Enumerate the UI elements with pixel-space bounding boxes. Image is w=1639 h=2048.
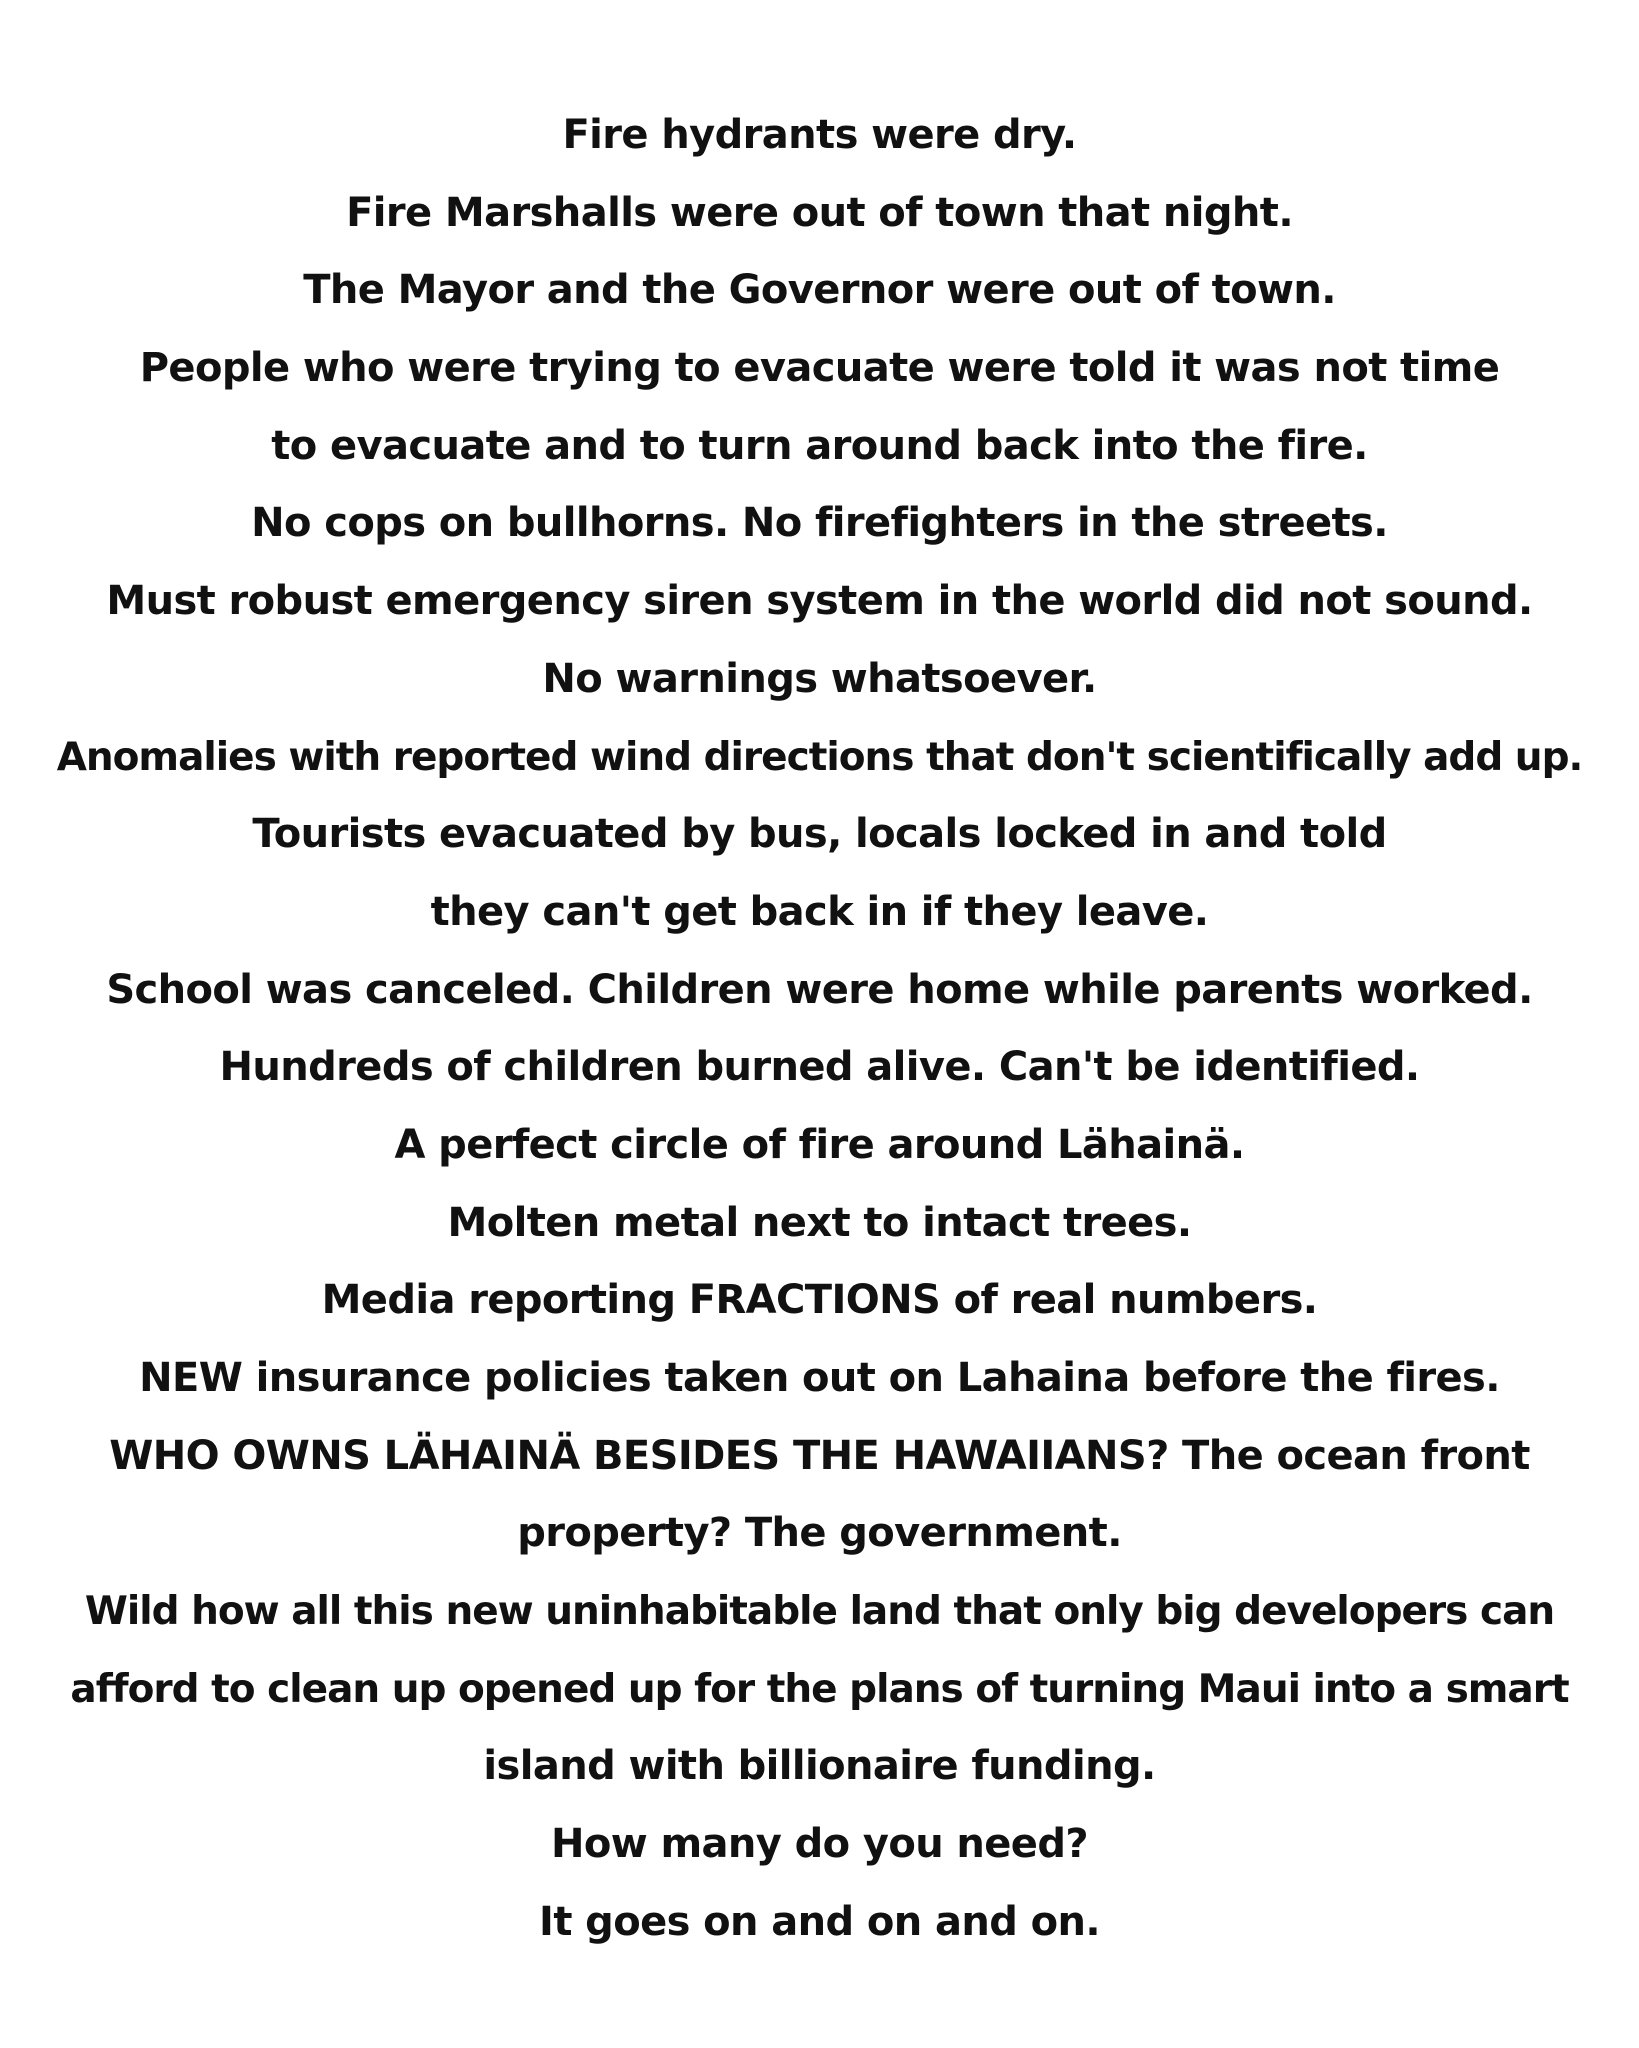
text-line: WHO OWNS LÄHAINÄ BESIDES THE HAWAIIANS? The ocean front	[109, 1432, 1530, 1479]
text-line: to evacuate and to turn around back into the fire.	[271, 422, 1368, 469]
text-line: Wild how all this new uninhabitable land that only big developers can	[84, 1589, 1555, 1635]
text-line: Must robust emergency siren system in the world did not sound.	[106, 578, 1533, 625]
text-line: they can't get back in if they leave.	[430, 888, 1209, 935]
text-line: NEW insurance policies taken out on Lahaina before the fires.	[139, 1355, 1500, 1401]
text-line: Media reporting FRACTIONS of real numbers.	[321, 1277, 1318, 1324]
text-line: Molten metal next to intact trees.	[447, 1199, 1192, 1246]
text-line: Tourists evacuated by bus, locals locked in and told	[252, 811, 1387, 858]
text-line: A perfect circle of fire around Lähainä.	[394, 1121, 1245, 1168]
text-line: afford to clean up opened up for the plans of turning Maui into a smart	[70, 1666, 1569, 1712]
text-line: island with billionaire funding.	[483, 1743, 1156, 1790]
text-line: How many do you need?	[551, 1821, 1088, 1868]
text-line: The Mayor and the Governor were out of town.	[303, 267, 1336, 314]
text-line: Anomalies with reported wind directions that don't scientifically add up.	[56, 734, 1583, 780]
text-line: It goes on and on and on.	[539, 1898, 1100, 1945]
text-line: School was canceled. Children were home while parents worked.	[106, 966, 1533, 1013]
document-body	[0, 97, 1639, 1962]
text-line: No cops on bullhorns. No firefighters in the streets.	[251, 500, 1388, 547]
text-line: No warnings whatsoever.	[542, 655, 1097, 702]
text-line: Fire hydrants were dry.	[562, 112, 1077, 158]
text-line: Fire Marshalls were out of town that night.	[346, 189, 1293, 236]
text-line: People who were trying to evacuate were told it was not time	[139, 345, 1500, 392]
text-line: property? The government.	[517, 1510, 1122, 1557]
text-line: Hundreds of children burned alive. Can't be identified.	[219, 1044, 1420, 1091]
